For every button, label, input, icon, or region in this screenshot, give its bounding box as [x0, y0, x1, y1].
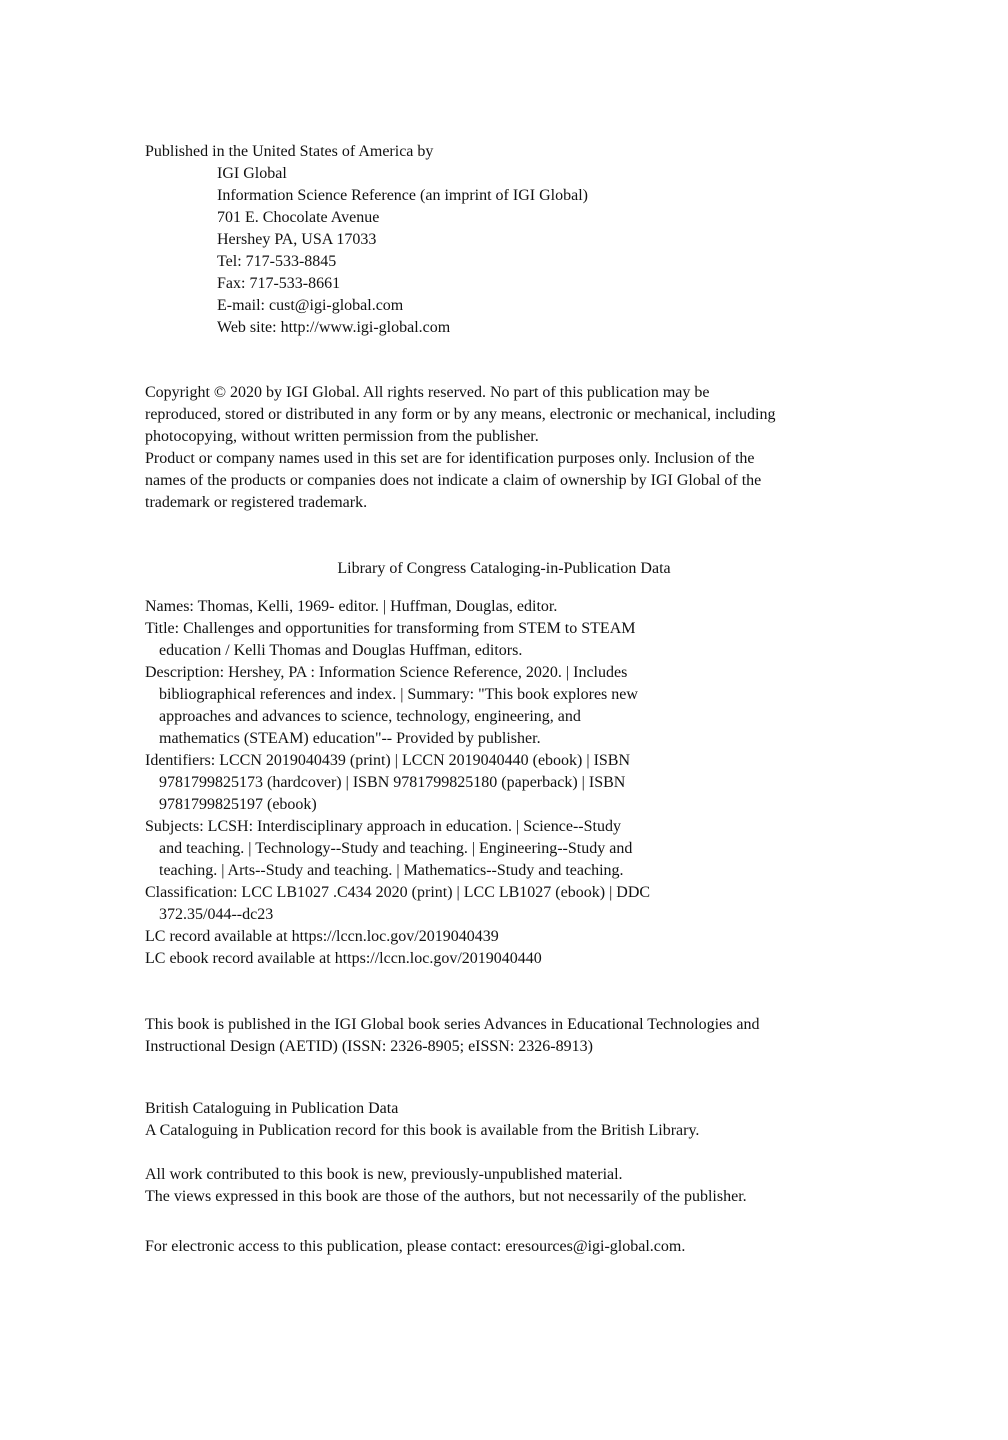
- cip-classification: Classification: LCC LB1027 .C434 2020 (print) | LCC LB1027 (ebook) | DDC: [145, 884, 651, 901]
- cip-data: [145, 596, 865, 970]
- series-line: This book is published in the IGI Global book series Advances in Educational Technologies and: [145, 1016, 760, 1033]
- cip-identifiers-cont: 9781799825197 (ebook): [159, 796, 317, 813]
- british-cip-heading: British Cataloguing in Publication Data: [145, 1100, 399, 1117]
- cip-lc-ebook-record: LC ebook record available at https://lccn.loc.gov/2019040440: [145, 950, 542, 967]
- publisher-email: E-mail: cust@igi-global.com: [217, 297, 404, 314]
- cip-description: Description: Hershey, PA : Information Science Reference, 2020. | Includes: [145, 664, 628, 681]
- cip-subjects-cont: and teaching. | Technology--Study and teaching. | Engineering--Study and: [159, 840, 633, 857]
- cip-title-cont: education / Kelli Thomas and Douglas Huffman, editors.: [159, 642, 523, 659]
- british-cip: [145, 1098, 865, 1142]
- publisher-name: IGI Global: [217, 165, 287, 182]
- publisher-city: Hershey PA, USA 17033: [217, 231, 377, 248]
- british-cip-text: A Cataloguing in Publication record for this book is available from the British Library.: [145, 1122, 700, 1139]
- series-statement: [145, 1014, 865, 1058]
- cip-identifiers-cont: 9781799825173 (hardcover) | ISBN 9781799825180 (paperback) | ISBN: [159, 774, 626, 791]
- publisher-fax: Fax: 717-533-8661: [217, 275, 341, 292]
- copyright-notice: [145, 382, 865, 514]
- trademark-line: Product or company names used in this set are for identification purposes only. Inclusion of the: [145, 450, 755, 467]
- cip-heading-wrap: [0, 558, 1008, 580]
- cip-description-cont: mathematics (STEAM) education"-- Provided by publisher.: [159, 730, 541, 747]
- series-line: Instructional Design (AETID) (ISSN: 2326-8905; eISSN: 2326-8913): [145, 1038, 593, 1055]
- contact-line: For electronic access to this publication, please contact: eresources@igi-global.com.: [145, 1238, 686, 1255]
- publisher-street: 701 E. Chocolate Avenue: [217, 209, 380, 226]
- publisher-website: Web site: http://www.igi-global.com: [217, 319, 451, 336]
- cip-heading: Library of Congress Cataloging-in-Publication Data: [337, 560, 671, 577]
- cip-subjects: Subjects: LCSH: Interdisciplinary approach in education. | Science--Study: [145, 818, 621, 835]
- originality-line: All work contributed to this book is new, previously-unpublished material.: [145, 1166, 623, 1183]
- cip-identifiers: Identifiers: LCCN 2019040439 (print) | LCCN 2019040440 (ebook) | ISBN: [145, 752, 631, 769]
- copyright-line: photocopying, without written permission from the publisher.: [145, 428, 539, 445]
- trademark-line: names of the products or companies does not indicate a claim of ownership by IGI Global of the: [145, 472, 762, 489]
- publisher-tel: Tel: 717-533-8845: [217, 253, 337, 270]
- cip-description-cont: approaches and advances to science, technology, engineering, and: [159, 708, 581, 725]
- cip-title: Title: Challenges and opportunities for transforming from STEM to STEAM: [145, 620, 636, 637]
- views-disclaimer: The views expressed in this book are those of the authors, but not necessarily of the publisher.: [145, 1188, 747, 1205]
- cip-lc-record: LC record available at https://lccn.loc.gov/2019040439: [145, 928, 499, 945]
- originality-statement: [145, 1164, 865, 1208]
- cip-names: Names: Thomas, Kelli, 1969- editor. | Huffman, Douglas, editor.: [145, 598, 558, 615]
- copyright-line: reproduced, stored or distributed in any form or by any means, electronic or mechanical, including: [145, 406, 776, 423]
- publisher-block: [145, 141, 865, 339]
- publisher-intro: Published in the United States of America by: [145, 143, 434, 160]
- cip-description-cont: bibliographical references and index. | Summary: "This book explores new: [159, 686, 638, 703]
- publisher-imprint: Information Science Reference (an imprint of IGI Global): [217, 187, 588, 204]
- copyright-line: Copyright © 2020 by IGI Global. All rights reserved. No part of this publication may be: [145, 384, 710, 401]
- cip-subjects-cont: teaching. | Arts--Study and teaching. | Mathematics--Study and teaching.: [159, 862, 624, 879]
- trademark-line: trademark or registered trademark.: [145, 494, 368, 511]
- electronic-access-contact: [145, 1236, 865, 1258]
- cip-classification-cont: 372.35/044--dc23: [159, 906, 274, 923]
